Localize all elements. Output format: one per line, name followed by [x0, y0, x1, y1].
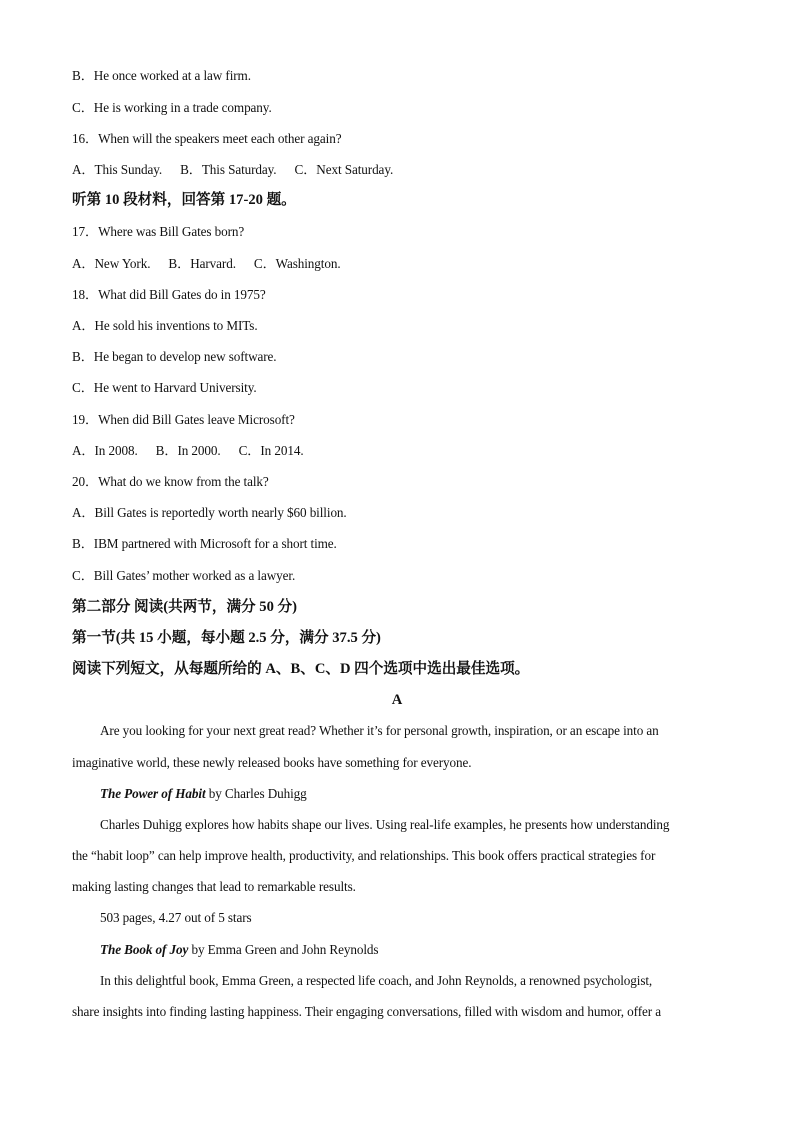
q16-option-c: C．Next Saturday.	[294, 162, 394, 177]
q19-options	[72, 442, 304, 460]
q19-question: 19．When did Bill Gates leave Microsoft?	[72, 412, 295, 427]
q19-option-c: C．In 2014.	[238, 443, 304, 458]
q19-option-b: B．In 2000.	[155, 443, 221, 458]
book1-line-3: making lasting changes that lead to remarkable results.	[72, 879, 356, 894]
q16-option-b: B．This Saturday.	[180, 162, 277, 177]
q20-option-b: B．IBM partnered with Microsoft for a short time.	[72, 536, 337, 551]
q16-option-a: A．This Sunday.	[72, 162, 163, 177]
book1-line-2: the “habit loop” can help improve health, productivity, and relationships. This book offers practical strategies for	[72, 848, 656, 863]
q17-options	[72, 255, 341, 273]
q19-option-a: A．In 2008.	[72, 443, 138, 458]
q20-option-c: C．Bill Gates’ mother worked as a lawyer.	[72, 568, 296, 583]
book1-stats: 503 pages, 4.27 out of 5 stars	[100, 910, 252, 925]
q16-options	[72, 161, 393, 179]
q20-question: 20．What do we know from the talk?	[72, 474, 269, 489]
book2-heading	[100, 941, 378, 959]
section10-heading: 听第 10 段材料，回答第 17-20 题。	[72, 192, 296, 208]
q17-option-b: B．Harvard.	[168, 256, 236, 271]
section-one-heading: 第一节(共 15 小题，每小题 2.5 分，满分 37.5 分)	[72, 630, 381, 646]
q16-question: 16．When will the speakers meet each other again?	[72, 131, 342, 146]
book2-line-1: In this delightful book, Emma Green, a respected life coach, and John Reynolds, a renowned psychologist,	[100, 973, 653, 988]
q17-option-a: A．New York.	[72, 256, 151, 271]
reading-instruction: 阅读下列短文，从每题所给的 A、B、C、D 四个选项中选出最佳选项。	[72, 661, 530, 677]
q18-option-a: A．He sold his inventions to MITs.	[72, 318, 258, 333]
q17-option-c: C．Washington.	[253, 256, 341, 271]
q20-option-a: A．Bill Gates is reportedly worth nearly $60 billion.	[72, 505, 347, 520]
passage-label: A	[391, 692, 403, 708]
book2-author: by Emma Green and John Reynolds	[188, 942, 379, 957]
q18-option-b: B．He began to develop new software.	[72, 349, 277, 364]
book2-line-2: share insights into finding lasting happiness. Their engaging conversations, filled with wisdom and humor, offer a	[72, 1004, 661, 1019]
q17-question: 17．Where was Bill Gates born?	[72, 224, 245, 239]
book1-heading	[100, 785, 307, 803]
q15-option-b: B．He once worked at a law firm.	[72, 68, 251, 83]
book1-author: by Charles Duhigg	[205, 786, 307, 801]
intro-line-2: imaginative world, these newly released books have something for everyone.	[72, 755, 472, 770]
part-two-heading: 第二部分 阅读(共两节，满分 50 分)	[72, 599, 297, 615]
book1-title: The Power of Habit	[100, 786, 206, 801]
book2-title: The Book of Joy	[100, 942, 189, 957]
q15-option-c: C．He is working in a trade company.	[72, 100, 272, 115]
intro-line-1: Are you looking for your next great read? Whether it’s for personal growth, inspiration, or an escape into an	[100, 723, 659, 738]
q18-option-c: C．He went to Harvard University.	[72, 380, 257, 395]
q18-question: 18．What did Bill Gates do in 1975?	[72, 287, 266, 302]
book1-line-1: Charles Duhigg explores how habits shape our lives. Using real-life examples, he presents how understanding	[100, 817, 670, 832]
